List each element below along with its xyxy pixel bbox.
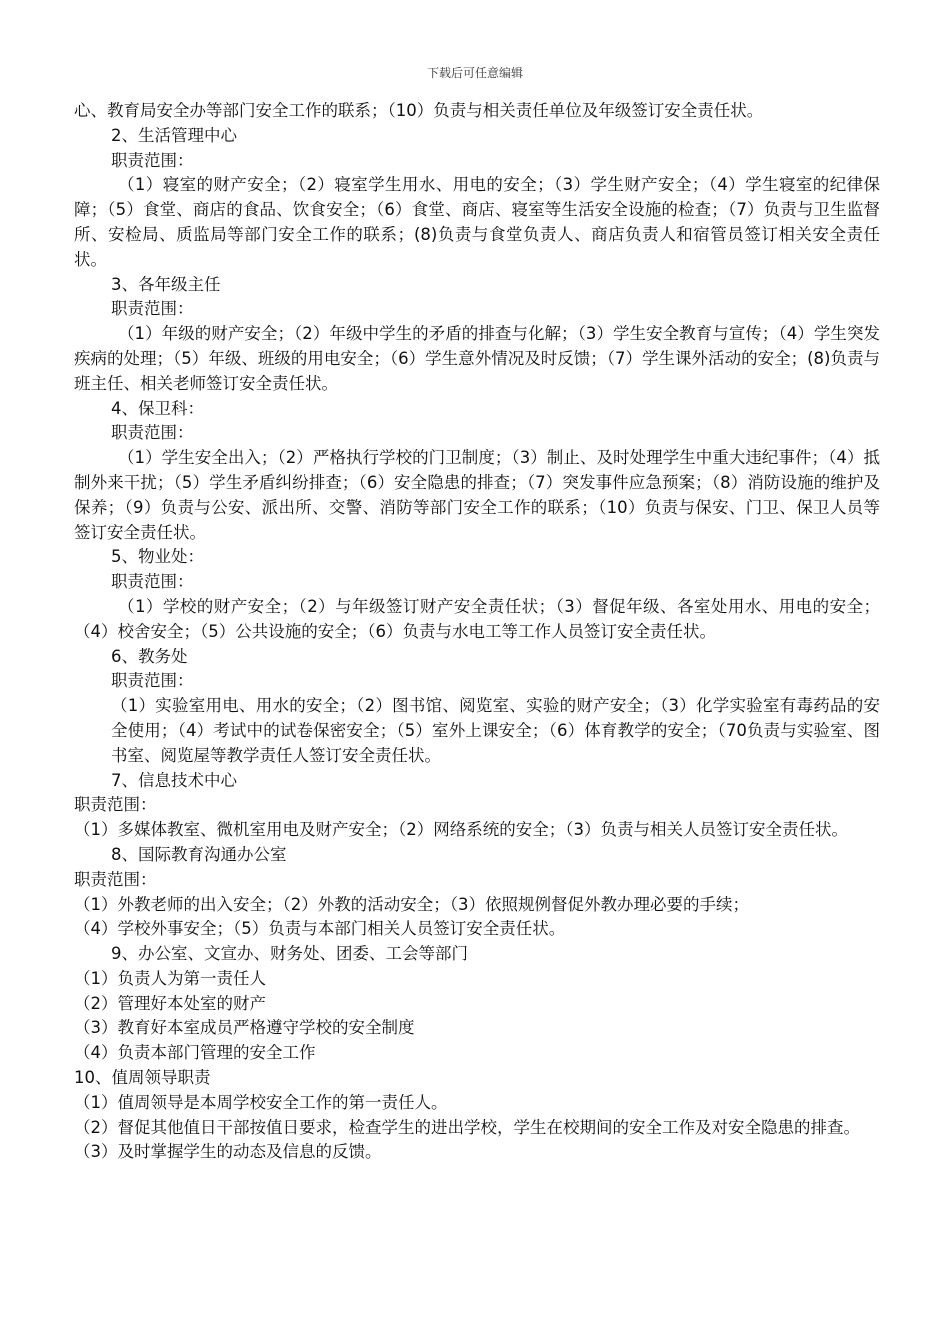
paragraph-l20: 8、国际教育沟通办公室 <box>111 844 287 864</box>
paragraph-l31: （2）督促其他值日干部按值日要求，检查学生的进出学校，学生在校期间的安全工作及对安全隐患的排查。 <box>74 1117 860 1137</box>
paragraph-l06: 职责范围： <box>111 299 194 319</box>
paragraph-l14: 6、教务处 <box>111 646 188 666</box>
paragraph-l15: 职责范围： <box>111 671 194 691</box>
paragraph-l25: （1）负责人为第一责任人 <box>74 968 266 988</box>
paragraph-l28: （4）负责本部门管理的安全工作 <box>74 1043 316 1063</box>
paragraph-l16: （1）实验室用电、用水的安全；（2）图书馆、阅览室、实验的财产安全；（3）化学实验室有毒药品的安全使用；（4）考试中的试卷保密安全；（5）室外上课安全；（6）体育教学的安全；（70负责与实验室、图书室、阅览屋等教学责任人签订安全责任状。 <box>111 696 880 765</box>
paragraph-l22: （1）外教老师的出入安全；（2）外教的活动安全；（3）依照规例督促外教办理必要的手续； <box>74 894 749 914</box>
paragraph-l02: 2、生活管理中心 <box>111 125 237 145</box>
paragraph-l13: （1）学校的财产安全；（2）与年级签订财产安全责任状；（3）督促年级、各室处用水、用电的安全；（4）校舍安全；（5）公共设施的安全；（6）负责与水电工等工作人员签订安全责任状。 <box>74 596 880 641</box>
document-body <box>74 99 880 1165</box>
paragraph-l21: 职责范围： <box>74 869 157 889</box>
paragraph-l08: 4、保卫科： <box>111 398 204 418</box>
paragraph-l24: 9、办公室、文宣办、财务处、团委、工会等部门 <box>111 944 468 964</box>
paragraph-l04: （1）寝室的财产安全；（2）寝室学生用水、用电的安全；（3）学生财产安全；（4）学生寝室的纪律保障；（5）食堂、商店的食品、饮食安全；（6）食堂、商店、寝室等生活安全设施的检查；（7）负责与卫生监督所、安检局、质监局等部门安全工作的联系；(8)负责与食堂负责人、商店负责人和宿管员签订相关安全责任状。 <box>74 175 880 269</box>
paragraph-l07: （1）年级的财产安全；（2）年级中学生的矛盾的排查与化解；（3）学生安全教育与宣传；（4）学生突发疾病的处理；（5）年级、班级的用电安全；（6）学生意外情况及时反馈；（7）学生课外活动的安全；(8)负责与班主任、相关老师签订安全责任状。 <box>74 324 880 393</box>
paragraph-l17: 7、信息技术中心 <box>111 770 237 790</box>
paragraph-l32: （3）及时掌握学生的动态及信息的反馈。 <box>74 1142 382 1162</box>
paragraph-l19: （1）多媒体教室、微机室用电及财产安全；（2）网络系统的安全；（3）负责与相关人员签订安全责任状。 <box>74 820 848 840</box>
paragraph-l29: 10、值周领导职责 <box>74 1068 211 1088</box>
paragraph-l18: 职责范围： <box>74 795 157 815</box>
paragraph-l05: 3、各年级主任 <box>111 274 221 294</box>
paragraph-l27: （3）教育好本室成员严格遵守学校的安全制度 <box>74 1018 415 1038</box>
paragraph-l26: （2）管理好本处室的财产 <box>74 993 266 1013</box>
paragraph-l09: 职责范围： <box>111 423 194 443</box>
paragraph-l23: （4）学校外事安全；（5）负责与本部门相关人员签订安全责任状。 <box>74 919 566 939</box>
paragraph-l30: （1）值周领导是本周学校安全工作的第一责任人。 <box>74 1092 448 1112</box>
paragraph-l12: 职责范围： <box>111 572 194 592</box>
paragraph-l11: 5、物业处： <box>111 547 204 567</box>
paragraph-l03: 职责范围： <box>111 150 194 170</box>
page-header: 下载后可任意编辑 <box>426 66 523 80</box>
paragraph-l10: （1）学生安全出入；（2）严格执行学校的门卫制度；（3）制止、及时处理学生中重大违纪事件；（4）抵制外来干扰；（5）学生矛盾纠纷排查；（6）安全隐患的排查；（7）突发事件应急预案；（8）消防设施的维护及保养；（9）负责与公安、派出所、交警、消防等部门安全工作的联系；（10）负责与保安、门卫、保卫人员等签订安全责任状。 <box>74 448 880 542</box>
paragraph-l01: 心、教育局安全办等部门安全工作的联系；（10）负责与相关责任单位及年级签订安全责任状。 <box>74 101 764 120</box>
